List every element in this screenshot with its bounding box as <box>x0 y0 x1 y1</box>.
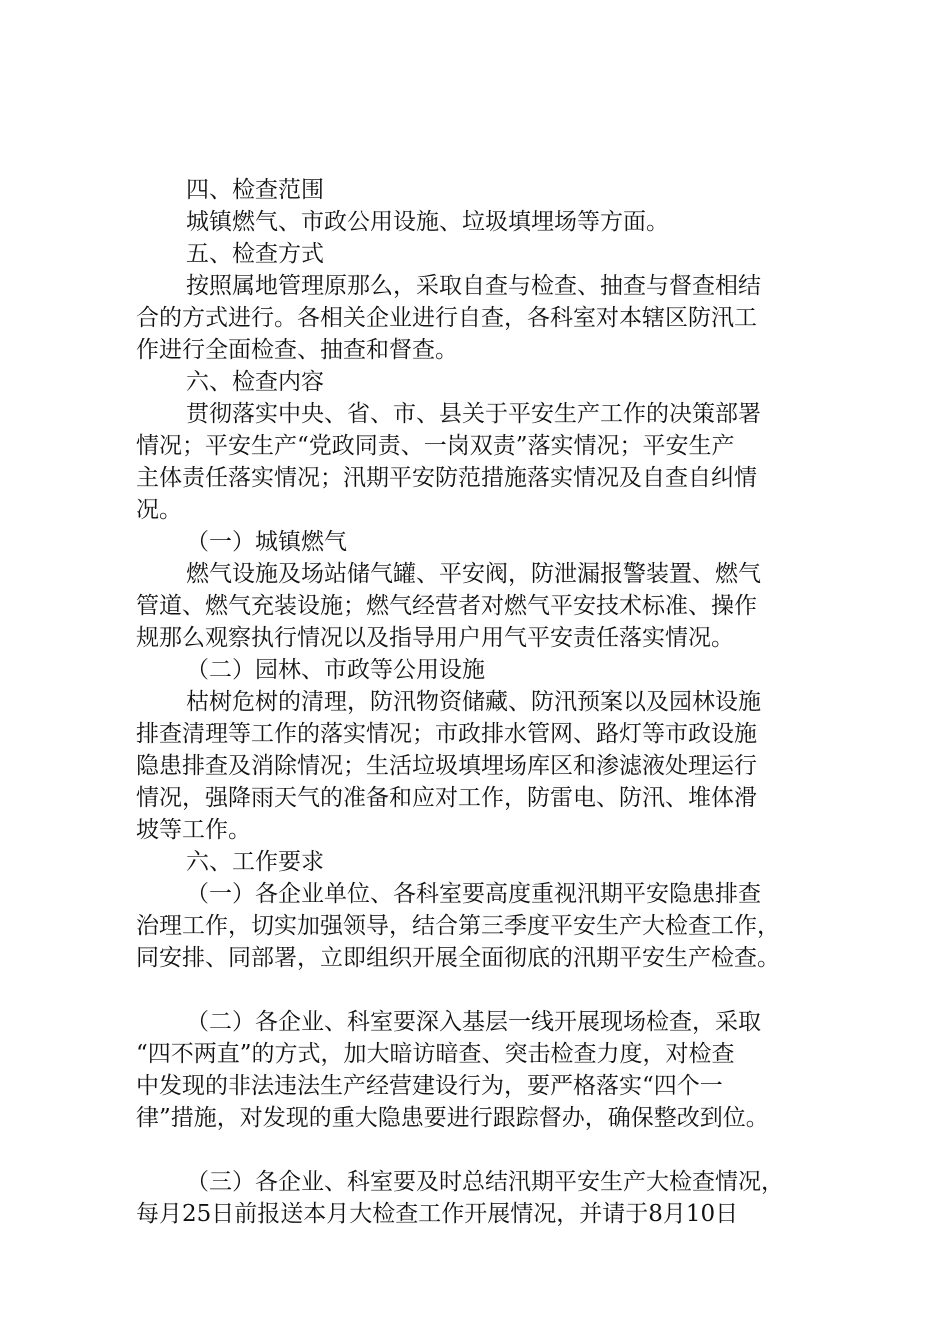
paragraph-inspection-scope: 城镇燃气、市政公用设施、垃圾填埋场等方面。 <box>186 209 669 235</box>
subsection-heading-gas: （一）城镇燃气 <box>186 529 347 555</box>
paragraph-line: 作进行全面检查、抽查和督查。 <box>136 337 458 363</box>
paragraph-line: （三）各企业、科室要及时总结汛期平安生产大检查情况， <box>186 1169 784 1195</box>
section-heading-inspection-content: 六、检查内容 <box>186 369 324 395</box>
paragraph-line: （一）各企业单位、各科室要高度重视汛期平安隐患排查 <box>186 881 761 907</box>
section-heading-inspection-scope: 四、检查范围 <box>186 177 324 203</box>
paragraph-line: 每月25日前报送本月大检查工作开展情况，并请于8月10日 <box>136 1201 739 1227</box>
paragraph-line: （二）各企业、科室要深入基层一线开展现场检查，采取 <box>186 1009 761 1035</box>
paragraph-line: 律”措施，对发现的重大隐患要进行跟踪督办，确保整改到位。 <box>136 1105 769 1131</box>
paragraph-line: 隐患排查及消除情况；生活垃圾填埋场库区和渗滤液处理运行 <box>136 753 757 779</box>
paragraph-line: 枯树危树的清理，防汛物资储藏、防汛预案以及园林设施 <box>186 689 761 715</box>
paragraph-line: 管道、燃气充装设施；燃气经营者对燃气平安技术标准、操作 <box>136 593 757 619</box>
paragraph-line: 按照属地管理原那么，采取自查与检查、抽查与督查相结 <box>186 273 761 299</box>
subsection-heading-public-facilities: （二）园林、市政等公用设施 <box>186 657 485 683</box>
paragraph-line: 治理工作，切实加强领导，结合第三季度平安生产大检查工作， <box>136 913 780 939</box>
paragraph-line: 况。 <box>136 497 182 523</box>
section-heading-work-requirements: 六、工作要求 <box>186 849 324 875</box>
paragraph-line: 坡等工作。 <box>136 817 251 843</box>
paragraph-line: 贯彻落实中央、省、市、县关于平安生产工作的决策部署 <box>186 401 761 427</box>
paragraph-line: “四不两直”的方式，加大暗访暗查、突击检查力度，对检查 <box>136 1041 735 1067</box>
paragraph-line: 排查清理等工作的落实情况；市政排水管网、路灯等市政设施 <box>136 721 757 747</box>
paragraph-line: 主体责任落实情况；汛期平安防范措施落实情况及自查自纠情 <box>136 465 757 491</box>
paragraph-line: 同安排、同部署，立即组织开展全面彻底的汛期平安生产检查。 <box>136 945 780 971</box>
paragraph-line: 情况，强降雨天气的准备和应对工作，防雷电、防汛、堆体滑 <box>136 785 757 811</box>
paragraph-line: 中发现的非法违法生产经营建设行为，要严格落实“四个一 <box>136 1073 723 1099</box>
section-heading-inspection-method: 五、检查方式 <box>186 241 324 267</box>
paragraph-line: 合的方式进行。各相关企业进行自查，各科室对本辖区防汛工 <box>136 305 757 331</box>
paragraph-line: 燃气设施及场站储气罐、平安阀，防泄漏报警装置、燃气 <box>186 561 761 587</box>
paragraph-line: 情况；平安生产“党政同责、一岗双责”落实情况；平安生产 <box>136 433 735 459</box>
paragraph-line: 规那么观察执行情况以及指导用户用气平安责任落实情况。 <box>136 625 734 651</box>
